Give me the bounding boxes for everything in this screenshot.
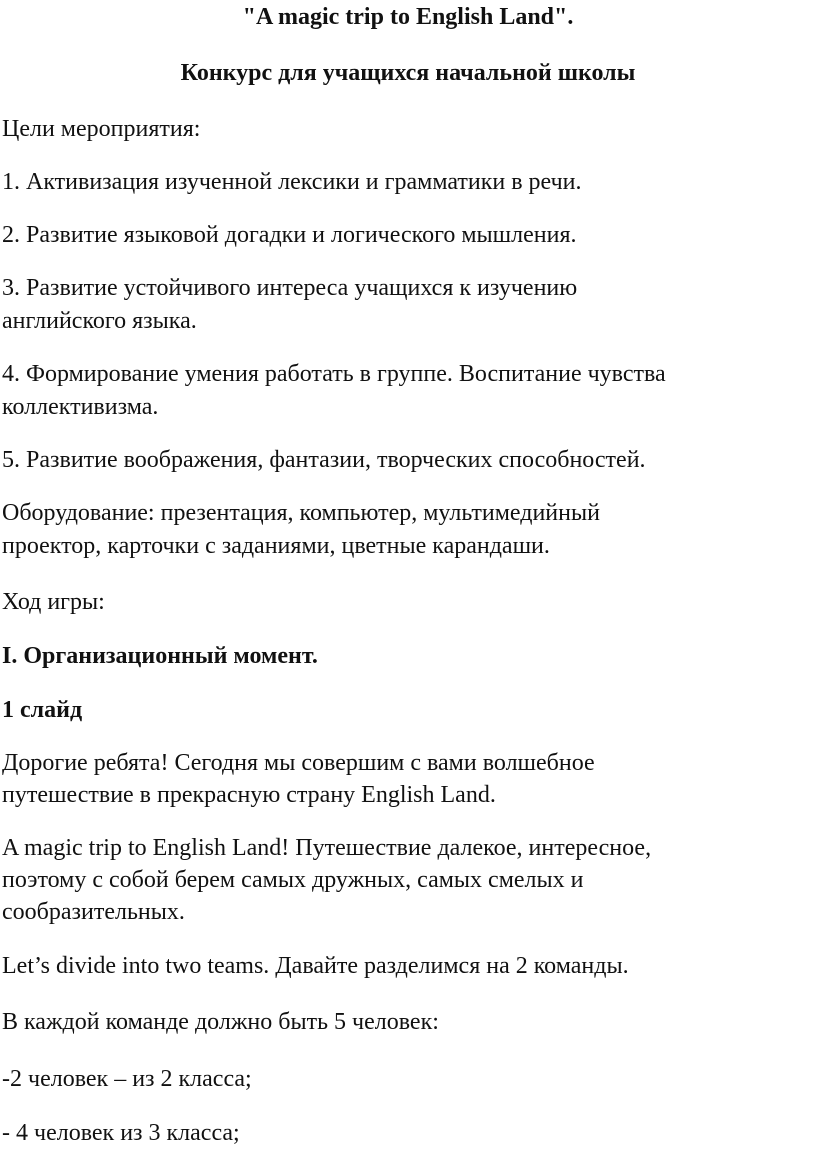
paragraph-2-line-1: A magic trip to English Land! Путешествие далекое, интересное, — [2, 835, 652, 861]
goal-item-2: 2. Развитие языковой догадки и логического мышления. — [2, 222, 577, 248]
goal-item-4-line-1: 4. Формирование умения работать в группе. Воспитание чувства — [2, 361, 666, 387]
goal-item-3-line-1: 3. Развитие устойчивого интереса учащихся к изучению — [2, 275, 578, 301]
goals-heading: Цели мероприятия: — [2, 116, 201, 142]
equipment-line-2: проектор, карточки с заданиями, цветные карандаши. — [2, 533, 550, 559]
paragraph-4: В каждой команде должно быть 5 человек: — [2, 1009, 439, 1035]
paragraph-1-line-2: путешествие в прекрасную страну English Land. — [2, 782, 496, 808]
paragraph-2-line-2: поэтому с собой берем самых дружных, самых смелых и — [2, 867, 584, 893]
goal-item-3-line-2: английского языка. — [2, 308, 197, 334]
course-heading: Ход игры: — [2, 589, 105, 615]
list-item-1: -2 человек – из 2 класса; — [2, 1066, 252, 1092]
document-title: "A magic trip to English Land". — [242, 4, 574, 30]
slide-1-heading: 1 слайд — [2, 697, 83, 723]
document-subtitle: Конкурс для учащихся начальной школы — [180, 60, 636, 86]
goal-item-4-line-2: коллективизма. — [2, 394, 159, 420]
equipment-line-1: Оборудование: презентация, компьютер, мультимедийный — [2, 500, 600, 526]
paragraph-2-line-3: сообразительных. — [2, 899, 185, 925]
section-1-heading: I. Организационный момент. — [2, 643, 318, 669]
goal-item-1: 1. Активизация изученной лексики и грамматики в речи. — [2, 169, 582, 195]
list-item-2: - 4 человек из 3 класса; — [2, 1120, 240, 1146]
paragraph-3: Let’s divide into two teams. Давайте разделимся на 2 команды. — [2, 953, 629, 979]
goal-item-5: 5. Развитие воображения, фантазии, творческих способностей. — [2, 447, 646, 473]
paragraph-1-line-1: Дорогие ребята! Сегодня мы совершим с вами волшебное — [2, 750, 595, 776]
